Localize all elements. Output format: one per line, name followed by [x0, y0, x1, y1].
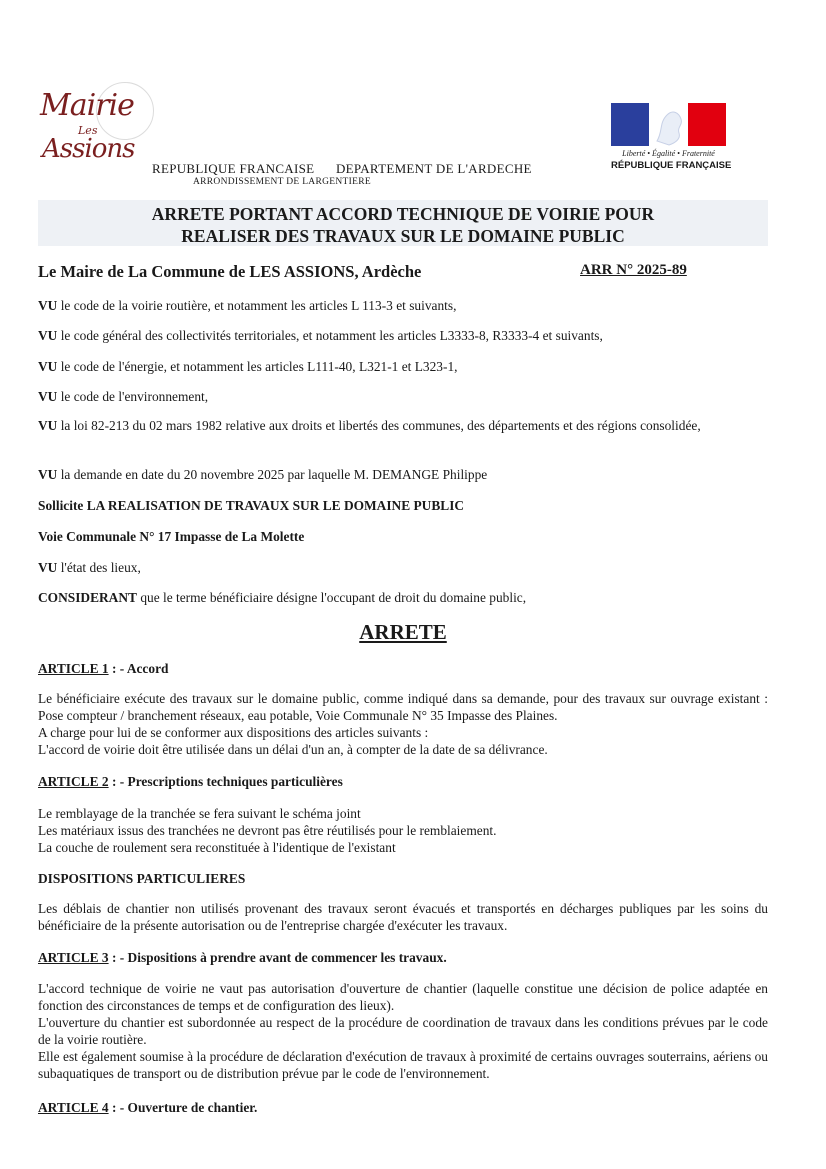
visa-3: [38, 358, 768, 375]
article-1-para-3: L'accord de voirie doit être utilisée dans un délai d'un an, à compter de la date de sa délivrance.: [38, 742, 548, 757]
visa-1: [38, 297, 768, 314]
title-line-1: ARRETE PORTANT ACCORD TECHNIQUE DE VOIRIE POUR: [151, 204, 655, 224]
article-3-para-3: Elle est également soumise à la procédure de déclaration d'exécution de travaux à proximité de certains ouvrages souterrains, aériens ou subaquatiques de transport ou de distribution prévue par le code de l'environnement.: [38, 1049, 768, 1081]
header-republique-line: [152, 161, 550, 177]
visa-text: la loi 82-213 du 02 mars 1982 relative aux droits et libertés des communes, des départements et des régions consolidée,: [57, 418, 701, 433]
article-1-heading: [38, 661, 168, 677]
article-label: ARTICLE 4: [38, 1100, 109, 1115]
mairie-logo: [38, 88, 143, 168]
visa-lead: VU: [38, 298, 58, 313]
marianne-label: RÉPUBLIQUE FRANÇAISE: [611, 160, 732, 171]
article-label: ARTICLE 2: [38, 774, 109, 789]
visa-4: [38, 388, 768, 405]
dispositions-heading: DISPOSITIONS PARTICULIERES: [38, 871, 246, 886]
republique-text: REPUBLIQUE FRANCAISE: [152, 161, 315, 176]
arrete-heading: ARRETE: [359, 620, 447, 644]
visa-lead: VU: [38, 389, 58, 404]
article-title: : - Accord: [108, 661, 169, 676]
considerant-text: que le terme bénéficiaire désigne l'occupant de droit du domaine public,: [136, 590, 527, 605]
considerant-lead: CONSIDERANT: [38, 590, 137, 605]
visa-text: le code de la voirie routière, et notamment les articles L 113-3 et suivants,: [57, 298, 457, 313]
logo-word-les: Les: [78, 124, 98, 137]
considerant-line: [38, 589, 768, 606]
article-1-para-1: Le bénéficiaire exécute des travaux sur le domaine public, comme indiqué dans sa demande, pour des travaux sur ouvrage existant : Pose compteur / branchement réseaux, eau potable, Voie Communale N° 35 Impasse des Plaines.: [38, 691, 768, 723]
visa-text: le code général des collectivités territoriales, et notamment les articles L3333-8, R3333-4 et suivants,: [57, 328, 603, 343]
visa-6: [38, 466, 768, 483]
article-3-para-1: L'accord technique de voirie ne vaut pas autorisation d'ouverture de chantier (laquelle constitue une décision de police adaptée en fonction des circonstances de temps et de configuration des lieux).: [38, 981, 768, 1013]
title-line-2: REALISER DES TRAVAUX SUR LE DOMAINE PUBLIC: [181, 226, 625, 246]
visa-lead: VU: [38, 328, 58, 343]
flag-blue: [611, 103, 649, 146]
article-title: : - Ouverture de chantier.: [108, 1100, 258, 1115]
article-label: ARTICLE 3: [38, 950, 109, 965]
departement-text: DEPARTEMENT DE L'ARDECHE: [335, 161, 532, 176]
article-2-line-3: La couche de roulement sera reconstituée à l'identique de l'existant: [38, 840, 396, 855]
arrondissement-text: ARRONDISSEMENT DE LARGENTIERE: [193, 177, 371, 187]
tricolor-flag-icon: [611, 103, 726, 146]
visa-lead: VU: [38, 418, 58, 433]
sollicite-line: Sollicite LA REALISATION DE TRAVAUX SUR LE DOMAINE PUBLIC: [38, 498, 465, 513]
logo-word-assions: Assions: [42, 134, 135, 164]
visa-text: le code de l'environnement,: [57, 389, 209, 404]
article-title: : - Prescriptions techniques particulières: [108, 774, 343, 789]
article-4-heading: [38, 1100, 257, 1116]
maire-heading: Le Maire de La Commune de LES ASSIONS, Ardèche: [38, 262, 422, 281]
marianne-logo: [611, 103, 732, 171]
visa-text: la demande en date du 20 novembre 2025 par laquelle M. DEMANGE Philippe: [57, 467, 488, 482]
visa-lead: VU: [38, 560, 58, 575]
visa-5: [38, 417, 768, 434]
article-3-para-2: L'ouverture du chantier est subordonnée au respect de la procédure de coordination de travaux dans les conditions prévues par le code de la voirie routière.: [38, 1015, 768, 1047]
visa-2: [38, 327, 768, 344]
marianne-profile-icon: [649, 103, 688, 146]
flag-red: [688, 103, 726, 146]
article-3-heading: [38, 950, 447, 966]
etat-lieux-line: [38, 559, 768, 576]
arrete-number: ARR N° 2025-89: [580, 262, 687, 278]
article-title: : - Dispositions à prendre avant de commencer les travaux.: [108, 950, 447, 965]
article-2-line-2: Les matériaux issus des tranchées ne devront pas être réutilisés pour le remblaiement.: [38, 823, 497, 838]
visa-text: le code de l'énergie, et notamment les articles L111-40, L321-1 et L323-1,: [57, 359, 458, 374]
dispositions-text: Les déblais de chantier non utilisés provenant des travaux seront évacués et transportés en décharges publiques par les soins du bénéficiaire de la présente autorisation ou de l'entreprise chargée d'exécuter les travaux.: [38, 901, 768, 933]
logo-word-mairie: Mairie: [40, 88, 134, 123]
article-2-heading: [38, 774, 343, 790]
article-1-para-2: A charge pour lui de se conformer aux dispositions des articles suivants :: [38, 725, 429, 740]
article-label: ARTICLE 1: [38, 661, 109, 676]
visa-lead: VU: [38, 359, 58, 374]
marianne-motto: Liberté • Égalité • Fraternité: [622, 149, 715, 158]
document-title: [38, 203, 768, 247]
flag-white: [649, 103, 688, 146]
visa-lead: VU: [38, 467, 58, 482]
visa-text: l'état des lieux,: [57, 560, 141, 575]
voie-line: Voie Communale N° 17 Impasse de La Molette: [38, 529, 305, 544]
article-2-line-1: Le remblayage de la tranchée se fera suivant le schéma joint: [38, 806, 361, 821]
